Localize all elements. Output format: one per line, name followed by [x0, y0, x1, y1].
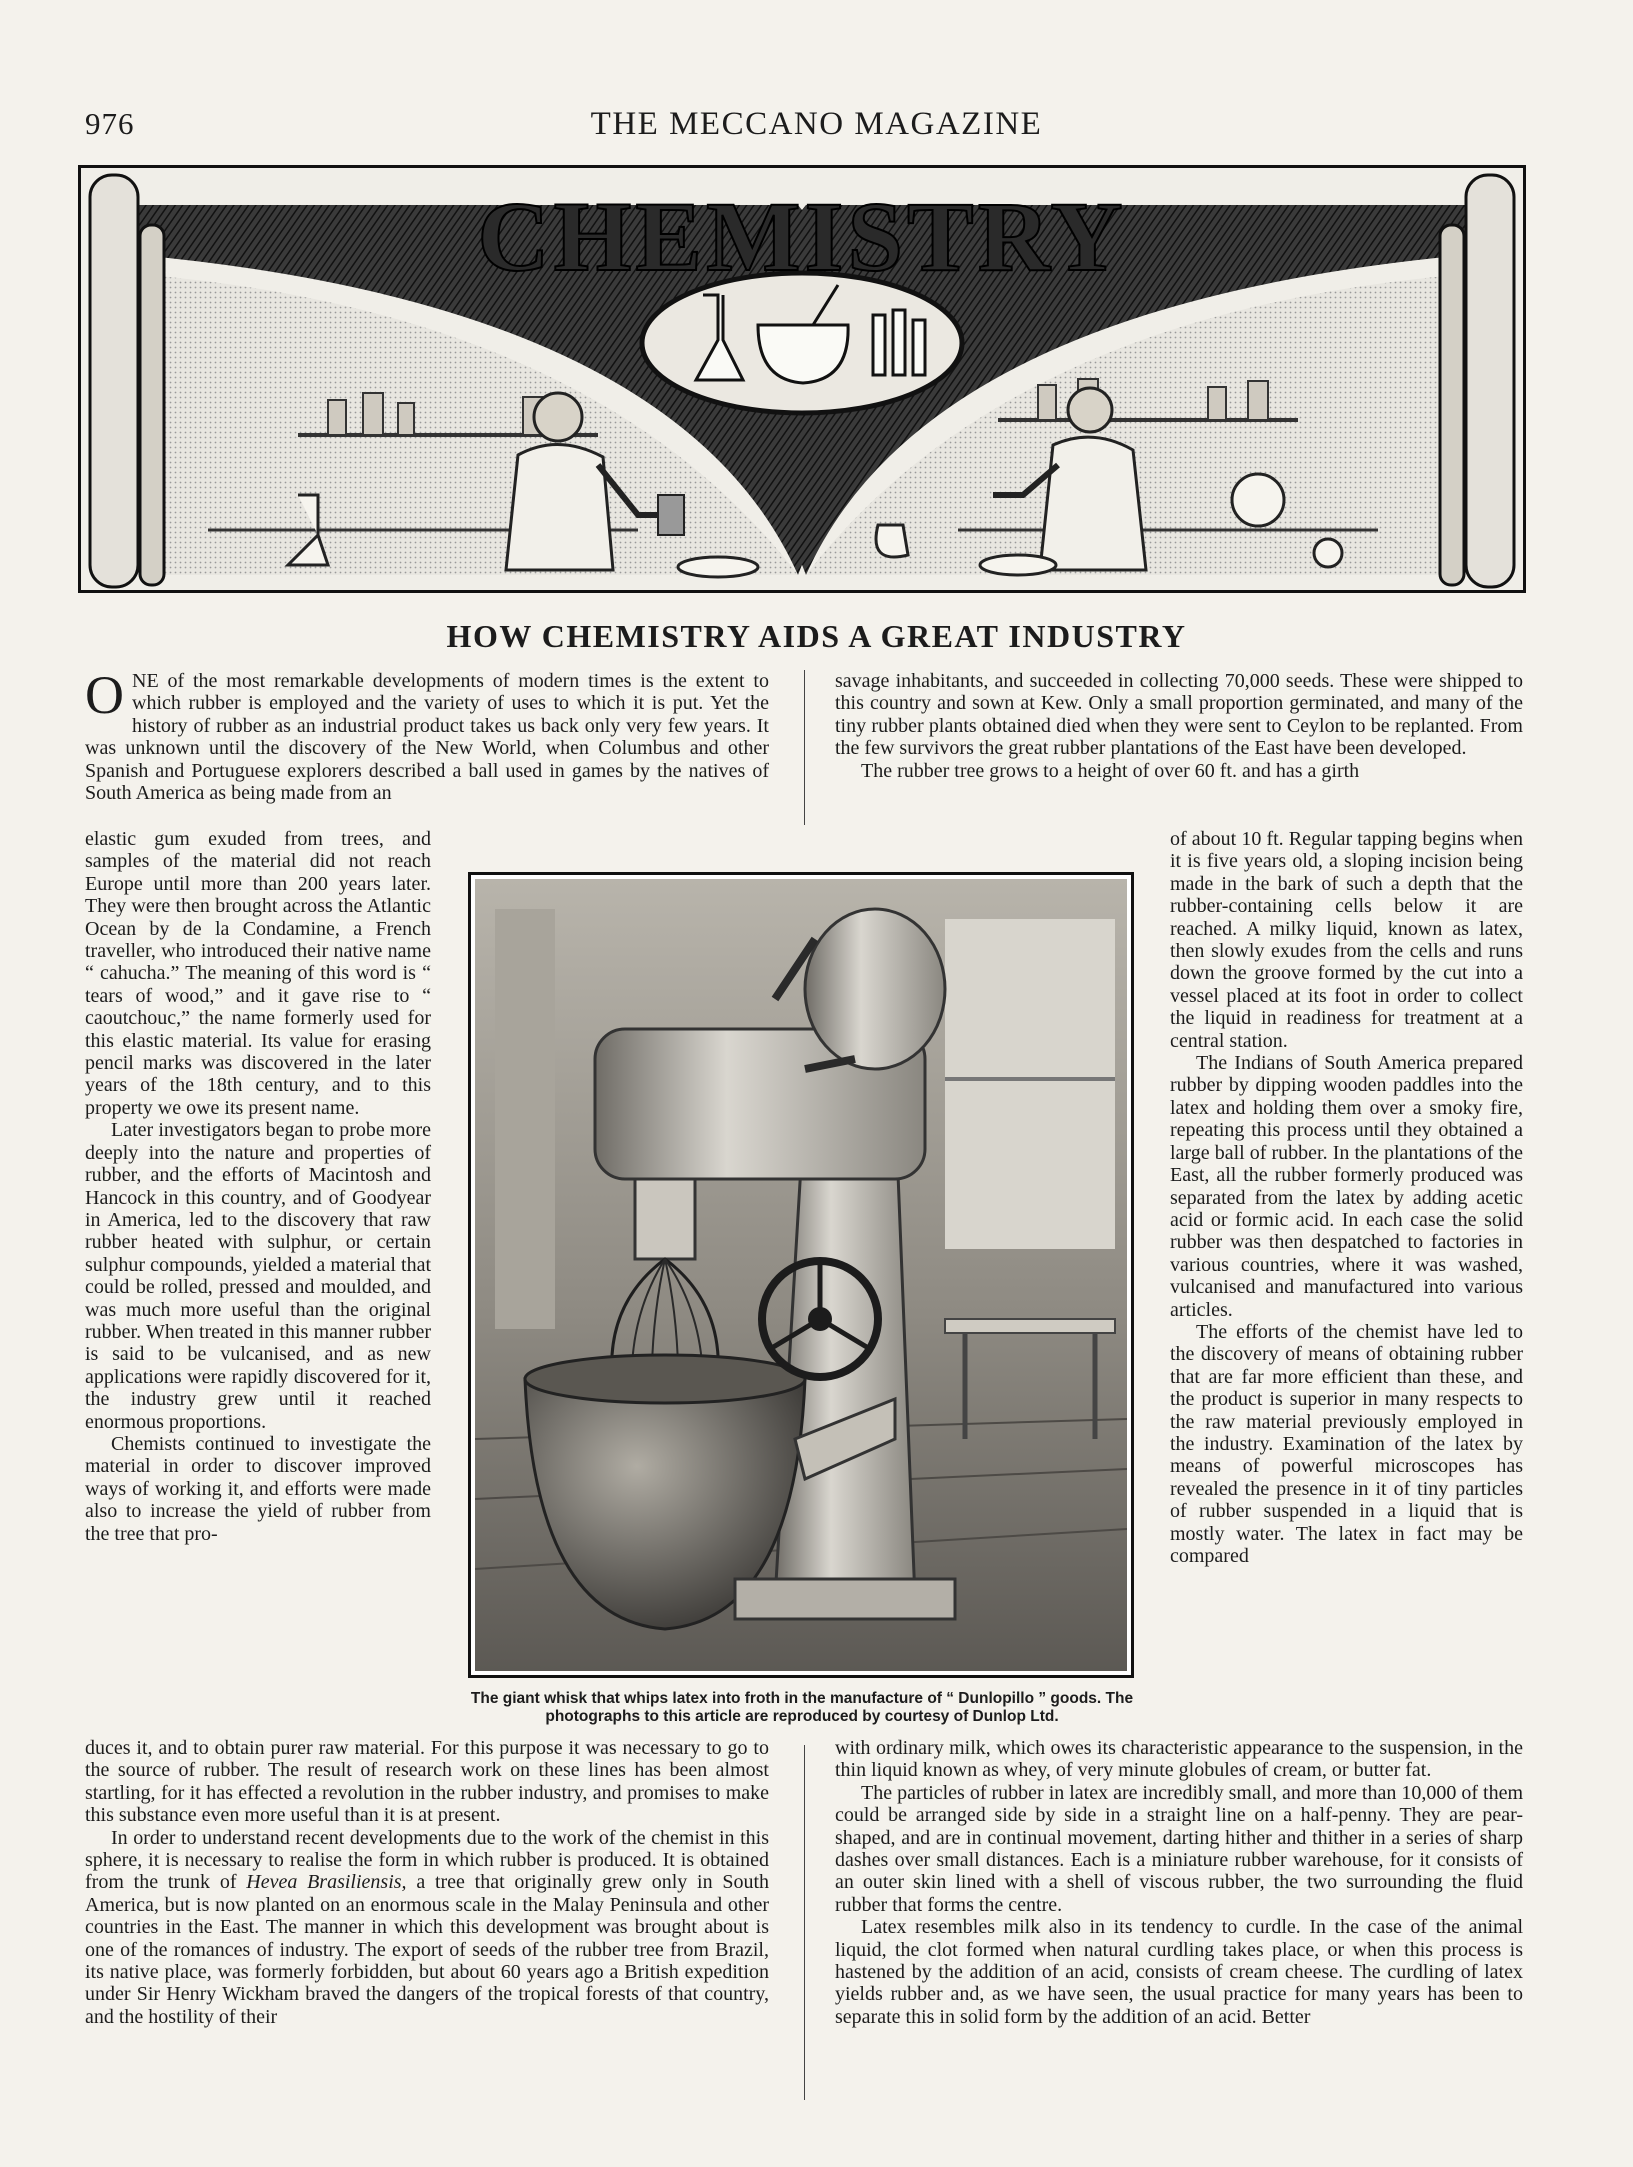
paragraph: of about 10 ft. Regular tapping begins when it is five years old, a sloping incision being made in the bark of such a depth that the rubber-containing cells below it are reached. A milky liquid, known as latex, then slowly exudes from the cells and runs down the groove formed by the cut into a vessel placed at its foot in order to collect the liquid in readiness for treatment at a central station. [1170, 828, 1523, 1052]
paragraph: NE of the most remarkable developments of modern times is the extent to which rubber is employed and the variety of uses to which it is put. Yet the history of rubber as an industrial product takes us back only very few years. It was unknown until the discovery of the New World, when Columbus and other Spanish and Portuguese explorers described a ball used in games by the natives of South America as being made from an [85, 670, 769, 805]
paragraph: duces it, and to obtain purer raw material. For this purpose it was necessary to go to the source of rubber. The result of research work on these lines has been almost startling, for it has effected a revolution in the rubber industry, and promises to make this substance even more useful than it is at present. [85, 1737, 769, 1827]
section-title-chemistry: CHEMISTRY [477, 181, 1127, 292]
chemistry-banner [78, 165, 1526, 593]
banner-illustration [78, 165, 1526, 593]
paragraph: Chemists continued to investigate the material in order to discover improved ways of working it, and efforts were made also to increase the yield of rubber from the tree that pro- [85, 1432, 431, 1545]
col1-bottom-text [85, 1737, 769, 2028]
paragraph: Latex resembles milk also in its tendency to curdle. In the case of the animal liquid, the clot formed when natural curdling takes place, or when this process is hastened by the addition of an acid, consists of cream cheese. The curdling of latex yields rubber and, as we have seen, the usual practice for many years has been to separate this in solid form by the addition of an acid. Better [835, 1916, 1523, 2028]
paragraph: elastic gum exuded from trees, and samples of the material did not reach Europe until more than 200 years later. They were then brought across the Atlantic Ocean by de la Condamine, a French traveller, who introduced their native name “ cahucha.” The meaning of this word is “ tears of wood,” and it gave rise to “ caoutchouc,” the name formerly used for this elastic material. Its value for erasing pencil marks was discovered in the later years of the 18th century, and to this property we owe its present name. [85, 828, 431, 1119]
column-rule-bottom [804, 1745, 805, 2100]
paragraph: The Indians of South America prepared rubber by dipping wooden paddles into the latex and holding them over a smoky fire, repeating this process until they obtained a large ball of rubber. In the plantations of the East, all the rubber formerly produced was separated from the latex by adding acetic acid or formic acid. In each case the solid rubber was then despatched to factories in various countries, where it was washed, vulcanised and manufactured into various articles. [1170, 1052, 1523, 1321]
col2-bottom-text [835, 1737, 1523, 2028]
drop-cap: O [85, 665, 124, 725]
page-number: 976 [85, 106, 135, 141]
col1-top-text [85, 665, 769, 805]
column-rule-top [804, 670, 805, 825]
col2-narrow-text [1170, 828, 1523, 1567]
paragraph: savage inhabitants, and succeeded in collecting 70,000 seeds. These were shipped to this country and sown at Kew. Only a small proportion germinated, and many of the tiny rubber plants obtained died when they were sent to Ceylon to be replanted. From the few survivors the great rubber plantations of the East have been developed. [835, 670, 1523, 760]
paragraph: The efforts of the chemist have led to the discovery of means of obtaining rubber that are far more efficient than these, and the product is superior in many respects to the raw material previously employed in the industry. Examination of the latex by means of powerful microscopes has revealed the presence in it of tiny particles of rubber suspended in a liquid that is mostly water. The latex in fact may be compared [1170, 1320, 1523, 1567]
magazine-title: THE MECCANO MAGAZINE [590, 106, 1043, 142]
italic-species-name: Hevea Brasiliensis, [246, 1871, 407, 1894]
running-head [0, 106, 1633, 146]
photo-caption: The giant whisk that whips latex into froth in the manufacture of “ Dunlopillo ” goods. The photographs to this article are reproduced by courtesy of Dunlop Ltd. [470, 1690, 1134, 1725]
col2-top-text [835, 670, 1523, 782]
paragraph: Later investigators began to probe more deeply into the nature and properties of rubber, and the efforts of Macintosh and Hancock in this country, and of Goodyear in America, led to the discovery that raw rubber heated with sulphur, or certain sulphur compounds, yielded a material that could be rolled, pressed and moulded, and was much more useful than the original rubber. When treated in this manner rubber is said to be vulcanised, and as new applications were rapidly discovered for it, the industry grew until it reached enormous proportions. [85, 1119, 431, 1433]
article-headline: HOW CHEMISTRY AIDS A GREAT INDUSTRY [446, 618, 1187, 654]
paragraph: The particles of rubber in latex are incredibly small, and more than 10,000 of them could be arranged side by side in a straight line on a half-penny. They are pear-shaped, and are in continual movement, darting hither and thither in a series of sharp dashes over small distances. Each is a miniature rubber warehouse, for it consists of an outer skin lined with a shell of viscous rubber, the two surrounding the fluid rubber that forms the centre. [835, 1781, 1524, 1916]
whisk-photograph [468, 872, 1134, 1678]
paragraph: with ordinary milk, which owes its characteristic appearance to the suspension, in the thin liquid known as whey, of very minute globules of cream, or butter fat. [835, 1737, 1523, 1782]
latex-whisk-machine-image [475, 879, 1127, 1671]
col1-narrow-text [85, 828, 431, 1545]
paragraph: In order to understand recent developments due to the work of the chemist in this sphere, it is necessary to realise the form in which rubber is produced. It is obtained from the trunk of Hevea Brasiliensis, a tree that originally grew only in South America, but is now planted on an enormous scale in the Malay Peninsula and other countries in the East. The manner in which this development was brought about is one of the romances of industry. The export of seeds of the rubber tree from Brazil, its native place, was formerly forbidden, but about 60 years ago a British expedition under Sir Henry Wickham braved the dangers of the tropical forests of that country, and the hostility of their [85, 1826, 770, 2028]
paragraph: The rubber tree grows to a height of over 60 ft. and has a girth [861, 759, 1360, 782]
